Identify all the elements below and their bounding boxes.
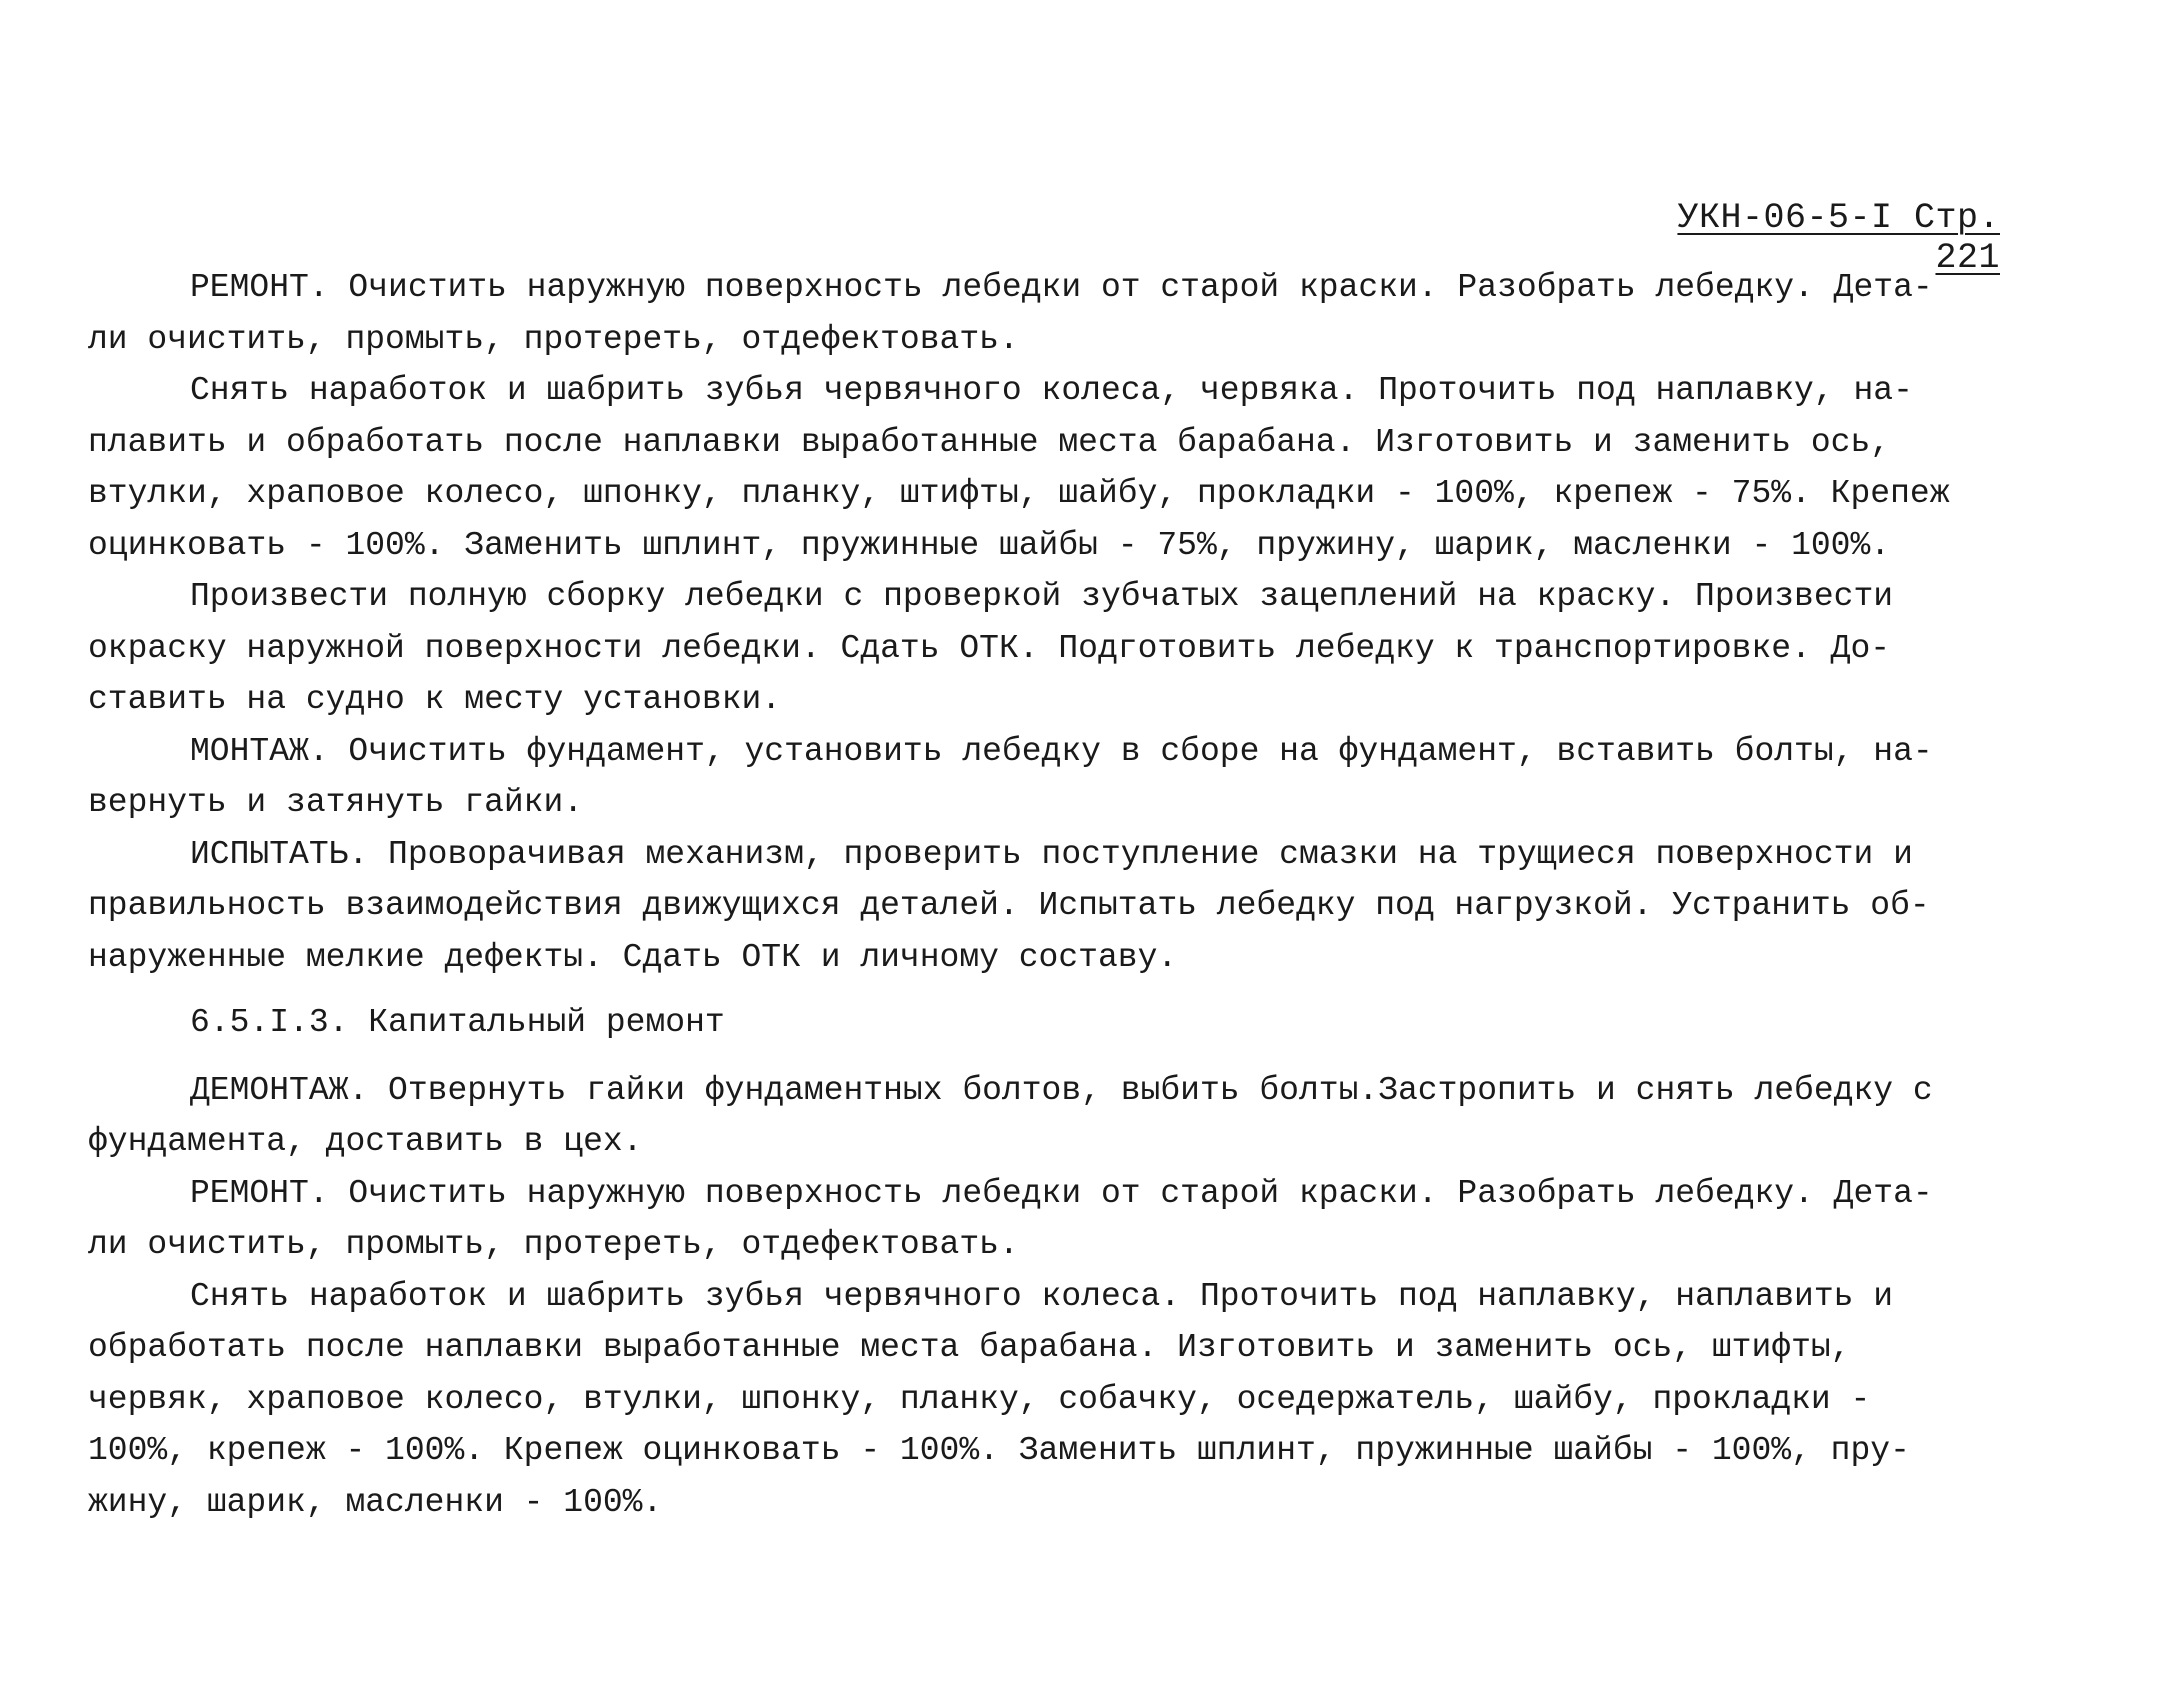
text-line: правильность взаимодействия движущихся деталей. Испытать лебедку под нагрузкой. Устранить об- — [88, 887, 1930, 924]
document-body — [88, 262, 2033, 1528]
text-line: РЕМОНТ. Очистить наружную поверхность лебедки от старой краски. Разобрать лебедку. Дета- — [190, 269, 1933, 306]
text-line: ли очистить, промыть, протереть, отдефектовать. — [88, 320, 1019, 358]
text-line: МОНТАЖ. Очистить фундамент, установить лебедку в сборе на фундамент, вставить болты, на- — [190, 732, 1933, 770]
text-line: жину, шарик, масленки - 100%. — [88, 1483, 663, 1521]
text-line: оцинковать - 100%. Заменить шплинт, пружинные шайбы - 75%, пружину, шарик, масленки - 100%. — [88, 526, 1891, 564]
text-line: Произвести полную сборку лебедки с проверкой зубчатых зацеплений на краску. Произвести — [190, 578, 1894, 615]
text-line: ДЕМОНТАЖ. Отвернуть гайки фундаментных болтов, выбить болты.Застропить и снять лебедку с — [190, 1071, 1933, 1109]
text-line: ли очистить, промыть, протереть, отдефектовать. — [88, 1226, 1019, 1263]
page-header-doc-ref: УКН-06-5-I Стр. 221 — [1677, 198, 2000, 278]
section-current-repair — [88, 262, 2033, 983]
text-line: Снять наработок и шабрить зубья червячного колеса, червяка. Проточить под наплавку, на- — [190, 372, 1913, 409]
text-line: обработать после наплавки выработанные места барабана. Изготовить и заменить ось, штифты, — [88, 1329, 1851, 1366]
text-line: окраску наружной поверхности лебедки. Сдать ОТК. Подготовить лебедку к транспортировке. До- — [88, 629, 1891, 667]
section-heading-capital-repair: 6.5.I.3. Капитальный ремонт — [190, 1004, 725, 1041]
section-capital-repair — [88, 1065, 2033, 1529]
text-line: наруженные мелкие дефекты. Сдать ОТК и личному составу. — [88, 938, 1178, 976]
text-line: фундамента, доставить в цех. — [88, 1123, 643, 1160]
text-line: втулки, храповое колесо, шпонку, планку, штифты, шайбу, прокладки - 100%, крепеж - 75%. Крепеж — [88, 475, 1950, 512]
text-line: вернуть и затянуть гайки. — [88, 784, 584, 821]
text-line: червяк, храповое колесо, втулки, шпонку, планку, собачку, оседержатель, шайбу, прокладки - — [88, 1380, 1871, 1418]
text-line: Снять наработок и шабрить зубья червячного колеса. Проточить под наплавку, наплавить и — [190, 1277, 1894, 1315]
text-line: ИСПЫТАТЬ. Проворачивая механизм, проверить поступление смазки на трущиеся поверхности и — [190, 835, 1913, 873]
text-line: плавить и обработать после наплавки выработанные места барабана. Изготовить и заменить ось, — [88, 423, 1891, 461]
text-line: РЕМОНТ. Очистить наружную поверхность лебедки от старой краски. Разобрать лебедку. Дета- — [190, 1174, 1933, 1212]
text-line: ставить на судно к месту установки. — [88, 681, 782, 718]
text-line: 100%, крепеж - 100%. Крепеж оцинковать - 100%. Заменить шплинт, пружинные шайбы - 100%, пру- — [88, 1432, 1910, 1469]
